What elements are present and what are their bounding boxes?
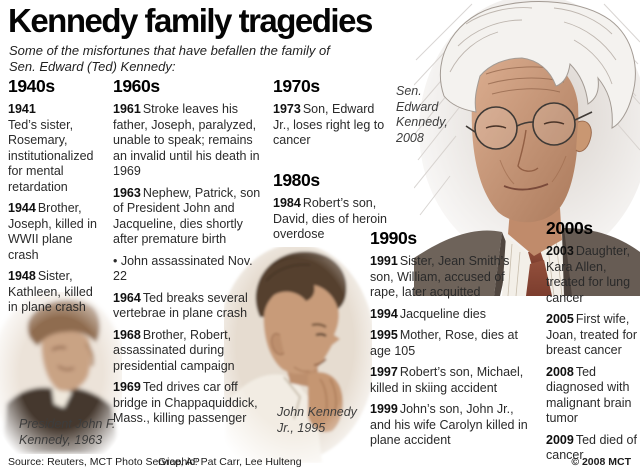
caption-ted-kennedy: Sen. Edward Kennedy, 2008 bbox=[396, 84, 448, 145]
timeline-entry: 2008 Ted diagnosed with malignant brain tumor bbox=[546, 364, 632, 425]
page-title: Kennedy family tragedies bbox=[8, 2, 372, 39]
timeline-entry: 1948 Sister, Kathleen, killed in plane crash bbox=[8, 269, 93, 314]
caption-jfk: President John F. Kennedy, 1963 bbox=[19, 417, 116, 447]
timeline-entry: 2003 Daughter, Kara Allen, treated for lung cancer bbox=[546, 244, 631, 305]
timeline-entry: • John assassinated Nov. 22 bbox=[113, 253, 253, 283]
timeline-entry: 1973 Son, Edward Jr., loses right leg to cancer bbox=[273, 102, 385, 147]
decade-header-1940s: 1940s bbox=[8, 76, 55, 96]
decade-header-1960s: 1960s bbox=[113, 76, 160, 96]
section-1940s bbox=[8, 76, 105, 322]
timeline-entry: 1991 Sister, Jean Smith’s son, William, accused of rape, later acquitted bbox=[370, 254, 510, 299]
section-1990s bbox=[370, 228, 532, 455]
timeline-entry: 1997 Robert’s son, Michael, killed in skiing accident bbox=[370, 365, 524, 395]
decade-header-1990s: 1990s bbox=[370, 228, 417, 248]
timeline-entry: 1999 John’s son, John Jr., and his wife Carolyn killed in plane accident bbox=[370, 402, 528, 447]
source-credit: Source: Reuters, MCT Photo Service, AP bbox=[8, 456, 200, 468]
section-1960s bbox=[113, 76, 268, 433]
timeline-entry: 1968 Brother, Robert, assassinated during presidential campaign bbox=[113, 327, 235, 373]
timeline-entry: 1995 Mother, Rose, dies at age 105 bbox=[370, 328, 518, 358]
section-2000s bbox=[546, 218, 640, 470]
graphic-credit: Graphic: Pat Carr, Lee Hulteng bbox=[158, 456, 302, 468]
timeline-entry: 2005 First wife, Joan, treated for breast cancer bbox=[546, 312, 638, 357]
timeline-entry: 2009 Ted died of cancer bbox=[546, 432, 637, 462]
copyright: © 2008 MCT bbox=[571, 456, 631, 468]
decade-header-2000s: 2000s bbox=[546, 218, 593, 238]
timeline-entry: 1944 Brother, Joseph, killed in WWII plane crash bbox=[8, 201, 97, 262]
timeline-entry: 1961 Stroke leaves his father, Joseph, paralyzed, unable to speak; remains an invalid until his death in 1969 bbox=[113, 102, 260, 178]
subtitle: Some of the misfortunes that have befallen the family of Sen. Edward (Ted) Kennedy: bbox=[9, 43, 330, 74]
timeline-entry: 1994 Jacqueline dies bbox=[370, 306, 486, 321]
timeline-entry: 1964 Ted breaks several vertebrae in plane crash bbox=[113, 290, 248, 320]
timeline-entry: 1984 Robert’s son, David, dies of heroin overdose bbox=[273, 196, 387, 241]
timeline-entry: 1969 Ted drives car off bridge in Chappaquiddick, Mass., killing passenger bbox=[113, 380, 258, 425]
decade-header-1980s: 1980s bbox=[273, 170, 320, 190]
caption-jfk-jr: John Kennedy Jr., 1995 bbox=[277, 405, 357, 435]
timeline-entry: 1941 Ted’s sister, Rosemary, institutionalized for mental retardation bbox=[8, 102, 94, 194]
section-1970s bbox=[273, 76, 389, 155]
timeline-entry: 1963 Nephew, Patrick, son of President John and Jacqueline, dies shortly after premature birth bbox=[113, 185, 261, 246]
decade-header-1970s: 1970s bbox=[273, 76, 320, 96]
